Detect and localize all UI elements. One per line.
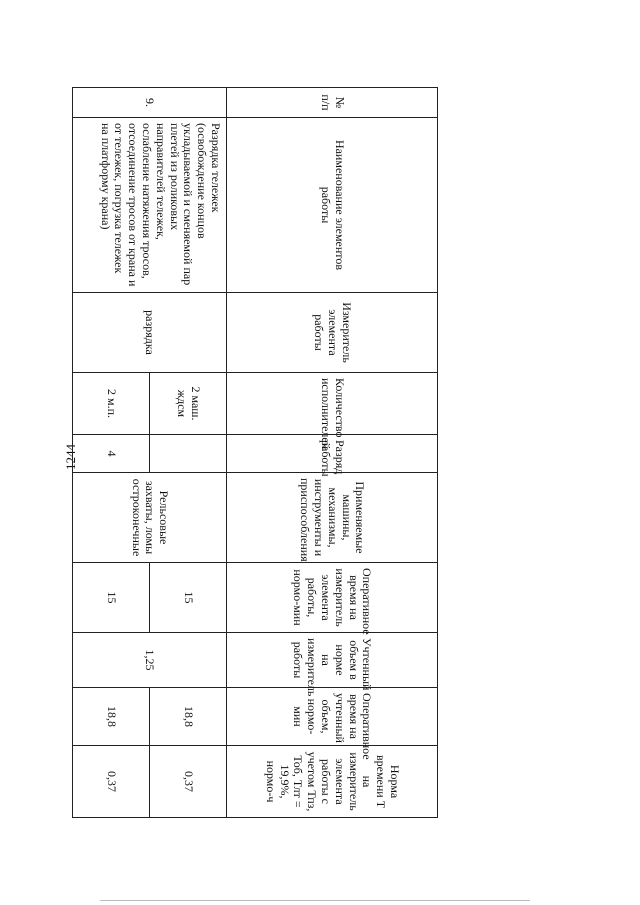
rotated-table-container — [88, 87, 438, 817]
cell-grade-1 — [150, 435, 227, 473]
cell-name: Разрядка тележек (освобождение концов укладываемой и сменяемой пар плетей из роликовых направителей тележек, ослабление натяжения тросов, отсоединение тросов от крана и от тележек, погрузка тележек на платформу крана) — [73, 118, 227, 293]
cell-executors-2: 2 м.п. — [73, 373, 150, 435]
scan-edge-line — [100, 900, 530, 901]
header-machines: Применяемые машины, механизмы, инструменты и приспособления — [227, 473, 438, 563]
header-executors: Количество исполнителей — [227, 373, 438, 435]
cell-volume: 1,25 — [73, 633, 227, 688]
header-volume: Учтенный объем в норме на измеритель работы — [227, 633, 438, 688]
table-row — [150, 88, 227, 818]
cell-op-volume-1: 18,8 — [150, 688, 227, 746]
header-measure: Измеритель элемента работы — [227, 293, 438, 373]
cell-number: 9. — [73, 88, 227, 118]
cell-norm-1: 0,37 — [150, 746, 227, 818]
cell-op-time-2: 15 — [73, 563, 150, 633]
cell-op-volume-2: 18,8 — [73, 688, 150, 746]
header-op-time: Оперативное время на измеритель элемента работы, нормо-мин — [227, 563, 438, 633]
page-number: 1244 — [63, 444, 78, 470]
cell-measure: разрядка — [73, 293, 227, 373]
cell-norm-2: 0,37 — [73, 746, 150, 818]
header-grade: Разряд работы — [227, 435, 438, 473]
header-op-volume: Оперативное время на учтенный объем, нормо-мин — [227, 688, 438, 746]
cell-machines: Рельсовые захваты, ломы остроконечные — [73, 473, 227, 563]
cell-op-time-1: 15 — [150, 563, 227, 633]
table-header-row — [227, 88, 438, 818]
header-number: № п/п — [227, 88, 438, 118]
header-norm: Норма времени Т на измеритель элемента работы с учетом Тпз, Тоб, Тлт = 19,9%, нормо-ч — [227, 746, 438, 818]
work-elements-table — [72, 87, 438, 818]
header-name: Наименование элементов работы — [227, 118, 438, 293]
cell-grade-2: 4 — [73, 435, 150, 473]
cell-executors-1: 2 маш. ждсм — [150, 373, 227, 435]
